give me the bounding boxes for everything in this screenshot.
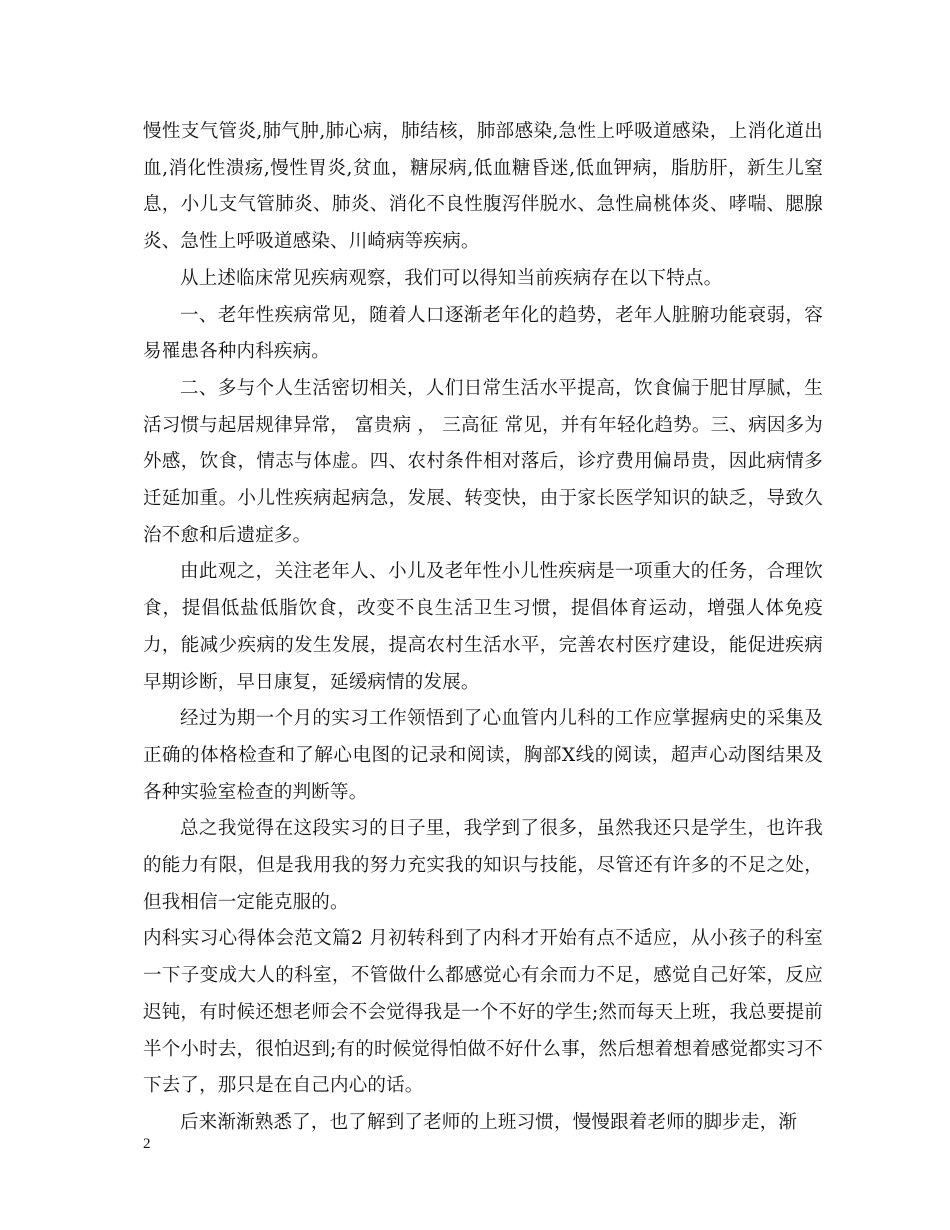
paragraph-2: 从上述临床常见疾病观察，我们可以得知当前疾病存在以下特点。 — [180, 267, 723, 289]
paragraph-8-section-heading: 内科实习心得体会范文篇2 月初转科到了内科才开始有点不适应，从小孩子的科室一下子变成大人的科室，不管做什么都感觉心有余而力不足，感觉自己好笨，反应迟钝，有时候还想老师会不会觉得我是一个不好的学生;然而每天上班，我总要提前半个小时去，很怕迟到;有的时候觉得怕做不好什么事，然后想着想着感觉都实习不下去了，那只是在自己内心的话。 — [143, 928, 823, 1097]
paragraph-3: 一、老年性疾病常见，随着人口逐渐老年化的趋势，老年人脏腑功能衰弱，容易罹患各种内科疾病。 — [143, 304, 823, 363]
page-number: 2 — [143, 1136, 151, 1152]
paragraph-9: 后来渐渐熟悉了，也了解到了老师的上班习惯，慢慢跟着老师的脚步走，渐 — [180, 1111, 798, 1133]
paragraph-5: 由此观之，关注老年人、小儿及老年性小儿性疾病是一项重大的任务，合理饮食，提倡低盐低脂饮食，改变不良生活卫生习惯，提倡体育运动，增强人体免疫力，能减少疾病的发生发展，提高农村生活水平，完善农村医疗建设，能促进疾病早期诊断，早日康复，延缓病情的发展。 — [143, 561, 823, 693]
paragraph-6: 经过为期一个月的实习工作领悟到了心血管内儿科的工作应掌握病史的采集及正确的体格检查和了解心电图的记录和阅读，胸部X线的阅读，超声心动图结果及各种实验室检查的判断等。 — [143, 708, 823, 803]
paragraph-7: 总之我觉得在这段实习的日子里，我学到了很多，虽然我还只是学生，也许我的能力有限，但是我用我的努力充实我的知识与技能，尽管还有许多的不足之处，但我相信一定能克服的。 — [143, 818, 823, 913]
paragraph-1: 慢性支气管炎,肺气肿,肺心病，肺结核，肺部感染,急性上呼吸道感染，上消化道出血,消化性溃疡,慢性胃炎,贫血，糖尿病,低血糖昏迷,低血钾病，脂肪肝，新生儿窒息，小儿支气管肺炎、肺炎、消化不良性腹泻伴脱水、急性扁桃体炎、哮喘、腮腺炎、急性上呼吸道感染、川崎病等疾病。 — [143, 121, 823, 253]
document-body — [143, 114, 823, 1142]
paragraph-4: 二、多与个人生活密切相关，人们日常生活水平提高，饮食偏于肥甘厚腻，生活习惯与起居规律异常， 富贵病 ， 三高征 常见，并有年轻化趋势。三、病因多为外感，饮食，情志与体虚。四、农村条件相对落后，诊疗费用偏昂贵，因此病情多迁延加重。小儿性疾病起病急，发展、转变快，由于家长医学知识的缺乏，导致久治不愈和后遗症多。 — [143, 377, 823, 546]
